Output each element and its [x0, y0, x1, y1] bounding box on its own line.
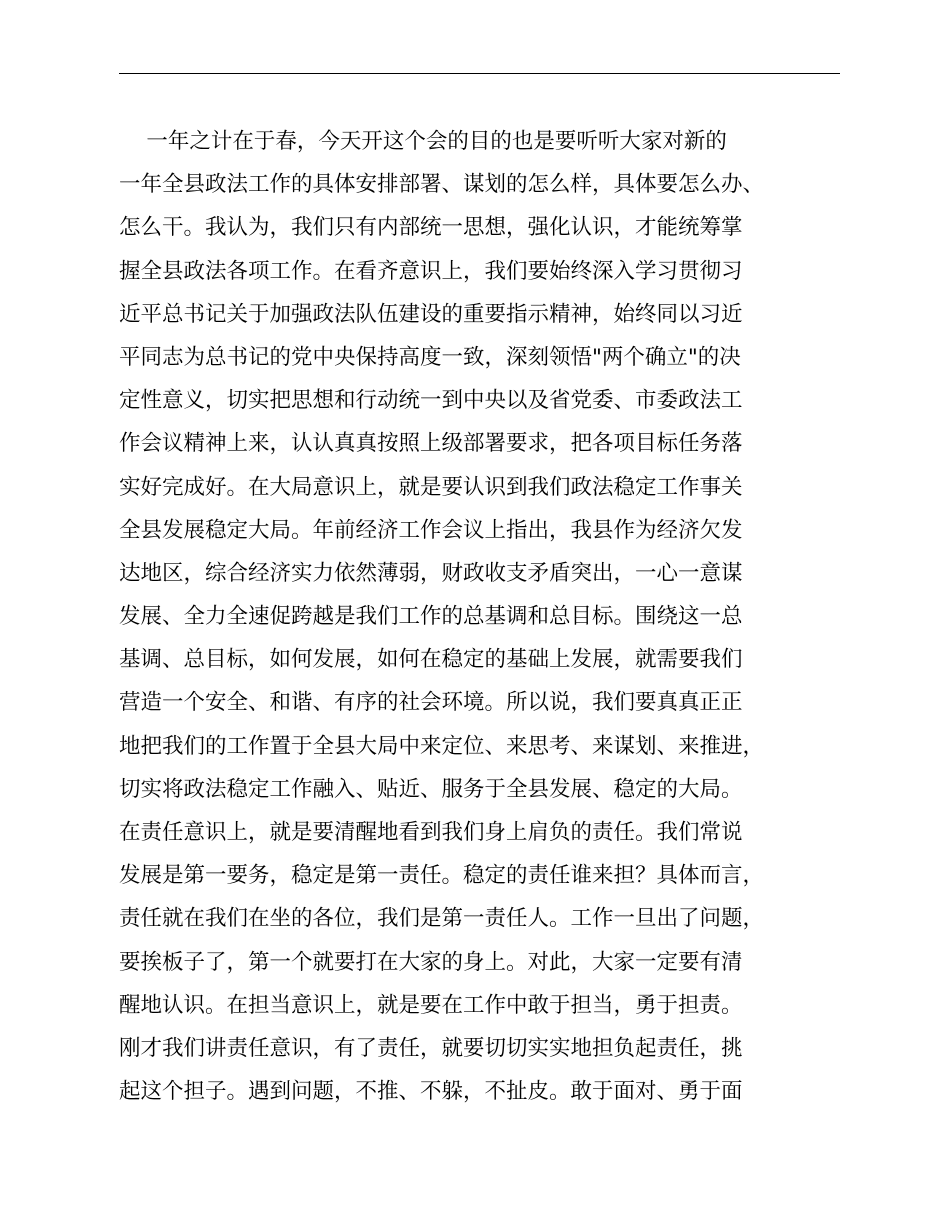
text-line: 发展是第一要务，稳定是第一责任。稳定的责任谁来担？具体而言，: [119, 863, 765, 889]
text-line: 起这个担子。遇到问题，不推、不躲，不扯皮。敢于面对、勇于面: [119, 1079, 743, 1105]
text-line: 营造一个安全、和谐、有序的社会环境。所以说，我们要真真正正: [119, 690, 743, 716]
text-line: 基调、总目标，如何发展，如何在稳定的基础上发展，就需要我们: [119, 647, 743, 673]
text-line: 发展、全力全速促跨越是我们工作的总基调和总目标。围绕这一总: [119, 604, 743, 630]
text-line: 定性意义，切实把思想和行动统一到中央以及省党委、市委政法工: [119, 388, 743, 414]
text-line: 近平总书记关于加强政法队伍建设的重要指示精神，始终同以习近: [119, 301, 743, 327]
text-line: 在责任意识上，就是要清醒地看到我们身上肩负的责任。我们常说: [119, 820, 743, 845]
text-line: 达地区，综合经济实力依然薄弱，财政收支矛盾突出，一心一意谋: [119, 560, 743, 586]
text-line: 握全县政法各项工作。在看齐意识上，我们要始终深入学习贯彻习: [119, 258, 743, 284]
text-line: 切实将政法稳定工作融入、贴近、服务于全县发展、稳定的大局。: [119, 776, 743, 802]
text-line: 责任就在我们在坐的各位，我们是第一责任人。工作一旦出了问题，: [119, 906, 765, 932]
text-line: 一年之计在于春，今天开这个会的目的也是要听听大家对新的: [119, 129, 727, 154]
text-line: 一年全县政法工作的具体安排部署、谋划的怎么样，具体要怎么办、: [119, 172, 765, 198]
text-line: 怎么干。我认为，我们只有内部统一思想，强化认识，才能统筹掌: [119, 215, 743, 241]
text-line: 实好完成好。在大局意识上，就是要认识到我们政法稳定工作事关: [119, 474, 743, 500]
text-line: 平同志为总书记的党中央保持高度一致，深刻领悟"两个确立"的决: [119, 344, 741, 370]
text-line: 醒地认识。在担当意识上，就是要在工作中敢于担当，勇于担责。: [119, 992, 743, 1018]
text-line: 地把我们的工作置于全县大局中来定位、来思考、来谋划、来推进，: [119, 733, 765, 759]
body-paragraph: [119, 120, 879, 1113]
text-line: 要挨板子了，第一个就要打在大家的身上。对此，大家一定要有清: [119, 949, 743, 975]
header-rule: [119, 73, 840, 74]
text-line: 刚才我们讲责任意识，有了责任，就要切切实实地担负起责任，挑: [119, 1035, 743, 1061]
text-line: 全县发展稳定大局。年前经济工作会议上指出，我县作为经济欠发: [119, 517, 743, 543]
text-line: 作会议精神上来，认认真真按照上级部署要求，把各项目标任务落: [119, 431, 743, 457]
